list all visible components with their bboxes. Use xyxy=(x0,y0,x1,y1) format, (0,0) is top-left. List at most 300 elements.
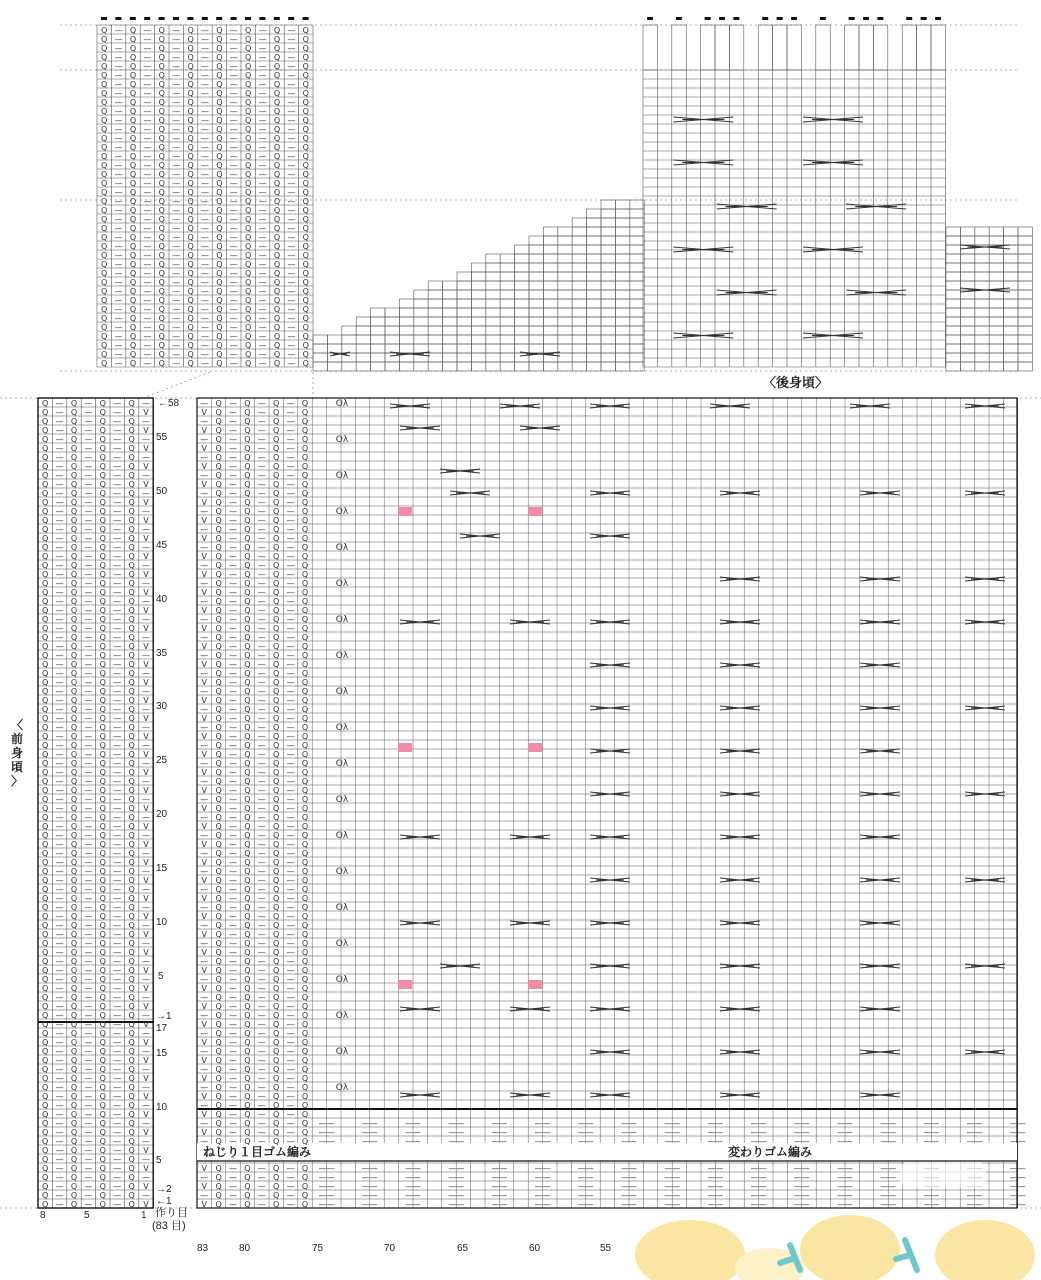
armhole-cell xyxy=(471,335,485,344)
main-rib-stitch: — xyxy=(286,822,295,831)
left-axis-label-8: 8 xyxy=(40,1210,46,1221)
main-rib-stitch: — xyxy=(257,903,266,912)
fancy-rib-stitch: —— xyxy=(880,1128,897,1137)
main-rib-stitch: Q xyxy=(301,957,309,966)
main-rib-stitch: — xyxy=(257,606,266,615)
left-rib-stitch: — xyxy=(55,804,64,813)
shoulder-cell xyxy=(975,281,989,290)
main-rib-stitch: Q xyxy=(273,507,280,516)
left-rib-stitch: Q xyxy=(99,1137,106,1146)
left-rib-stitch: Q xyxy=(42,543,49,552)
left-rib-stitch: Q xyxy=(42,1083,49,1092)
left-rib-stitch: — xyxy=(55,1155,64,1164)
armhole-cell xyxy=(356,317,370,326)
shoulder-cell xyxy=(1018,236,1032,245)
armhole-cell xyxy=(385,362,399,371)
main-rib-stitch: — xyxy=(229,948,237,957)
body-cable xyxy=(860,749,900,753)
left-rib-stitch: Q xyxy=(42,552,49,561)
body-cable xyxy=(590,620,630,624)
main-rib-stitch: — xyxy=(257,1101,266,1110)
left-rib-stitch: — xyxy=(113,1011,122,1020)
fancy-rib-stitch: —— xyxy=(621,1119,637,1128)
back-rib-stitch: Q xyxy=(158,296,165,305)
left-rib-stitch: V xyxy=(143,1002,149,1011)
left-rib-stitch: — xyxy=(84,921,93,930)
left-rib-stitch: Q xyxy=(99,813,106,822)
left-rib-stitch: — xyxy=(55,1065,64,1074)
left-rib-stitch: V xyxy=(143,570,149,579)
fancy-rib-stitch: —— xyxy=(750,1164,767,1173)
fancy-rib-stitch: —— xyxy=(793,1164,810,1173)
main-rib-stitch: Q xyxy=(273,903,280,912)
back-rib-stitch: Q xyxy=(273,269,281,278)
front-body-char-3: 頃 xyxy=(10,760,23,774)
left-rib-stitch: — xyxy=(55,957,64,966)
armhole-cell xyxy=(486,290,500,299)
main-rib-stitch: — xyxy=(229,507,237,516)
main-rib-stitch: — xyxy=(257,462,266,471)
armhole-cell xyxy=(313,335,327,344)
main-rib-stitch: V xyxy=(201,480,207,489)
left-rib-stitch: — xyxy=(113,624,122,633)
back-rib-stitch: Q xyxy=(129,170,137,179)
main-rib-stitch: — xyxy=(286,498,295,507)
left-rib-stitch: Q xyxy=(70,570,78,579)
main-rib-stitch: Q xyxy=(301,948,309,957)
left-rib-stitch: — xyxy=(55,1119,64,1128)
back-rib-stitch: Q xyxy=(129,107,137,116)
back-rib-stitch: Q xyxy=(245,314,252,323)
back-rib-stitch: Q xyxy=(273,242,281,251)
fancy-rib-label: 変わりゴム編み xyxy=(728,1145,813,1159)
left-rib-stitch: Q xyxy=(42,885,49,894)
main-rib-stitch: Q xyxy=(215,1074,222,1083)
main-rib-stitch: — xyxy=(286,1119,295,1128)
main-rib-stitch: Q xyxy=(273,966,280,975)
back-rib-stitch: Q xyxy=(158,26,165,35)
main-rib-stitch: — xyxy=(257,570,266,579)
back-cable xyxy=(803,160,863,165)
main-rib-stitch: — xyxy=(200,705,209,714)
left-rib-stitch: — xyxy=(142,561,150,570)
left-rib-stitch: — xyxy=(55,714,64,723)
left-rib-stitch: Q xyxy=(70,615,78,624)
left-rib-stitch: V xyxy=(143,894,149,903)
left-rib-stitch: — xyxy=(55,786,64,795)
main-rib-stitch: — xyxy=(257,984,266,993)
main-rib-stitch: — xyxy=(229,642,237,651)
main-rib-stitch: — xyxy=(200,471,209,480)
main-rib-stitch: Q xyxy=(273,1029,280,1038)
main-rib-stitch: — xyxy=(286,1101,295,1110)
main-rib-stitch: — xyxy=(257,1128,266,1137)
left-rib-stitch: — xyxy=(113,444,122,453)
main-rib-stitch: Q xyxy=(215,786,222,795)
back-rib-stitch: Q xyxy=(245,278,252,287)
shoulder-cell xyxy=(946,362,960,371)
body-cable xyxy=(720,921,760,925)
back-rib-stitch: Q xyxy=(245,125,252,134)
back-rib-stitch: Q xyxy=(158,251,165,260)
armhole-cell xyxy=(572,281,586,290)
left-rib-stitch: — xyxy=(55,975,64,984)
back-rib-stitch: Q xyxy=(302,251,309,260)
left-rib-stitch: — xyxy=(113,687,122,696)
armhole-cell xyxy=(558,254,572,263)
left-rib-stitch: — xyxy=(113,561,122,570)
armhole-cell xyxy=(486,353,500,362)
main-rib-stitch: — xyxy=(229,426,237,435)
main-rib-stitch: Q xyxy=(244,561,251,570)
back-rib-stitch: — xyxy=(114,116,123,125)
back-rib-stitch: Q xyxy=(158,188,165,197)
left-rib-stitch: Q xyxy=(128,696,135,705)
main-rib-stitch: Q xyxy=(301,1038,309,1047)
main-rib-stitch: Q xyxy=(244,1173,251,1182)
back-rib-stitch: Q xyxy=(216,80,223,89)
main-rib-stitch: — xyxy=(257,615,266,624)
fancy-rib-stitch: —— xyxy=(880,1164,897,1173)
main-rib-stitch: — xyxy=(257,1137,266,1146)
main-rib-stitch: — xyxy=(286,678,295,687)
left-rib-stitch: Q xyxy=(42,516,49,525)
left-rib-stitch: — xyxy=(84,876,93,885)
back-rib-stitch: Q xyxy=(302,107,309,116)
main-rib-stitch: Q xyxy=(273,444,280,453)
main-rib-stitch: Q xyxy=(244,885,251,894)
left-rib-stitch: Q xyxy=(70,750,78,759)
back-rib-stitch: — xyxy=(201,314,209,323)
main-rib-stitch: — xyxy=(229,633,237,642)
left-rib-stitch: — xyxy=(84,678,93,687)
back-rib-stitch: — xyxy=(143,206,152,215)
fancy-rib-stitch: —— xyxy=(318,1200,335,1209)
armhole-cell xyxy=(543,236,557,245)
left-rib-stitch: — xyxy=(113,1164,122,1173)
main-rib-stitch: — xyxy=(200,561,209,570)
left-rib-stitch: Q xyxy=(99,777,106,786)
left-rib-stitch: Q xyxy=(42,921,49,930)
left-rib-stitch: Q xyxy=(70,732,78,741)
armhole-cell xyxy=(457,281,471,290)
left-rib-stitch: — xyxy=(142,1173,150,1182)
armhole-cell xyxy=(587,299,601,308)
back-rib-stitch: — xyxy=(172,152,181,161)
armhole-cell xyxy=(457,344,471,353)
armhole-cell xyxy=(587,281,601,290)
back-rib-stitch: — xyxy=(287,89,296,98)
main-rib-stitch: Q xyxy=(301,597,309,606)
left-rib-stitch: — xyxy=(113,786,122,795)
back-rib-stitch: Q xyxy=(129,215,137,224)
back-rib-stitch: — xyxy=(229,224,238,233)
main-rib-stitch: Q xyxy=(301,939,309,948)
shoulder-cell xyxy=(960,326,974,335)
armhole-cell xyxy=(515,335,529,344)
armhole-cell xyxy=(414,299,428,308)
left-rib-stitch: Q xyxy=(42,966,49,975)
left-rib-stitch: — xyxy=(84,1128,93,1137)
left-rib-stitch: Q xyxy=(128,534,135,543)
left-rib-stitch: Q xyxy=(70,426,78,435)
left-rib-stitch: Q xyxy=(128,597,135,606)
fancy-rib-stitch: —— xyxy=(534,1137,551,1146)
back-rib-stitch: Q xyxy=(129,143,137,152)
fancy-rib-stitch: —— xyxy=(664,1137,681,1146)
body-cable xyxy=(590,491,630,495)
armhole-cell xyxy=(486,272,500,281)
fancy-rib-stitch: —— xyxy=(880,1137,897,1146)
left-rib-stitch: — xyxy=(142,489,150,498)
back-rib-stitch: — xyxy=(114,152,123,161)
main-rib-stitch: — xyxy=(286,939,295,948)
back-rib-stitch: — xyxy=(287,323,296,332)
back-rib-stitch: — xyxy=(143,98,152,107)
back-rib-stitch: — xyxy=(143,224,152,233)
back-rib-stitch: — xyxy=(143,350,152,359)
shoulder-cell xyxy=(989,353,1003,362)
main-rib-stitch: Q xyxy=(273,858,280,867)
main-rib-stitch: — xyxy=(286,408,295,417)
main-rib-stitch: Q xyxy=(273,1110,280,1119)
main-rib-stitch: — xyxy=(257,1002,266,1011)
back-rib-stitch: Q xyxy=(273,53,281,62)
bind-off-mark xyxy=(921,17,927,20)
neck-strand-cell xyxy=(859,25,873,70)
main-rib-stitch: — xyxy=(229,498,237,507)
left-rib-stitch: Q xyxy=(42,786,49,795)
fancy-rib-stitch: —— xyxy=(361,1128,378,1137)
main-rib-stitch: — xyxy=(286,759,295,768)
main-rib-stitch: — xyxy=(286,984,295,993)
armhole-cell xyxy=(572,344,586,353)
left-rib-stitch: Q xyxy=(42,975,49,984)
left-rib-stitch: Q xyxy=(42,1191,49,1200)
back-rib-stitch: — xyxy=(172,71,181,80)
main-rib-stitch: Q xyxy=(215,912,222,921)
main-rib-stitch: Q xyxy=(215,435,222,444)
main-rib-stitch: — xyxy=(286,777,295,786)
main-rib-stitch: Q xyxy=(215,471,222,480)
main-rib-stitch: Q xyxy=(244,795,251,804)
main-rib-stitch: Q xyxy=(301,831,309,840)
armhole-cell xyxy=(428,362,442,371)
left-rib-stitch: Q xyxy=(70,1038,78,1047)
back-rib-stitch: — xyxy=(287,152,296,161)
back-rib-stitch: — xyxy=(143,278,152,287)
back-rib-stitch: Q xyxy=(302,341,309,350)
back-rib-stitch: — xyxy=(287,197,296,206)
main-rib-stitch: Q xyxy=(244,993,251,1002)
main-rib-stitch: Q xyxy=(273,768,280,777)
armhole-cell xyxy=(327,344,341,353)
left-rib-stitch: — xyxy=(113,453,122,462)
rib-arrow-2: →2 xyxy=(156,1184,172,1195)
back-rib-stitch: Q xyxy=(216,170,223,179)
main-rib-stitch: — xyxy=(286,462,295,471)
armhole-cell xyxy=(543,344,557,353)
main-rib-stitch: Q xyxy=(301,705,309,714)
row-num-25: 25 xyxy=(156,755,168,766)
main-rib-stitch: — xyxy=(257,471,266,480)
main-rib-stitch: Q xyxy=(215,642,222,651)
back-rib-stitch: — xyxy=(258,89,267,98)
main-rib-stitch: Q xyxy=(244,687,251,696)
left-rib-stitch: V xyxy=(143,1074,149,1083)
left-rib-stitch: — xyxy=(55,1083,64,1092)
main-rib-stitch: — xyxy=(229,1137,237,1146)
body-cable xyxy=(590,964,630,968)
left-rib-stitch: Q xyxy=(99,1101,106,1110)
left-rib-stitch: Q xyxy=(128,786,135,795)
main-rib-stitch: V xyxy=(201,822,207,831)
main-rib-stitch: — xyxy=(229,435,237,444)
main-rib-stitch: Q xyxy=(215,1200,222,1209)
back-rib-stitch: — xyxy=(201,62,209,71)
left-rib-stitch: — xyxy=(113,471,122,480)
back-rib-stitch: Q xyxy=(273,305,281,314)
left-rib-stitch: — xyxy=(84,570,93,579)
left-rib-stitch: Q xyxy=(128,453,135,462)
left-rib-stitch: Q xyxy=(70,849,78,858)
main-rib-stitch: Q xyxy=(244,1047,251,1056)
left-rib-stitch: — xyxy=(55,1038,64,1047)
back-rib-stitch: Q xyxy=(158,359,165,368)
highlight-cell xyxy=(398,507,412,516)
main-rib-stitch: — xyxy=(229,552,237,561)
main-rib-stitch: Q xyxy=(244,498,251,507)
back-rib-stitch: Q xyxy=(158,242,165,251)
shoulder-cell xyxy=(1018,263,1032,272)
shoulder-cell xyxy=(946,299,960,308)
back-rib-stitch: Q xyxy=(302,143,309,152)
shoulder-cell xyxy=(946,236,960,245)
back-rib-stitch: — xyxy=(229,197,238,206)
left-rib-stitch: — xyxy=(55,1047,64,1056)
back-rib-stitch: Q xyxy=(302,197,309,206)
left-rib-stitch: — xyxy=(55,696,64,705)
back-rib-stitch: — xyxy=(201,107,209,116)
back-rib-stitch: Q xyxy=(187,35,194,44)
back-rib-stitch: — xyxy=(229,242,238,251)
main-rib-stitch: — xyxy=(200,615,209,624)
back-rib-stitch: Q xyxy=(129,116,137,125)
main-rib-stitch: Q xyxy=(301,525,309,534)
left-rib-stitch: — xyxy=(55,588,64,597)
left-rib-stitch: Q xyxy=(128,1200,135,1209)
body-cable xyxy=(720,577,760,581)
back-rib-stitch: Q xyxy=(187,44,194,53)
left-rib-stitch: Q xyxy=(99,1110,106,1119)
shoulder-cell xyxy=(946,353,960,362)
main-rib-stitch: — xyxy=(286,750,295,759)
main-rib-stitch: — xyxy=(257,678,266,687)
body-cable xyxy=(510,1007,550,1011)
back-rib-stitch: Q xyxy=(158,152,165,161)
main-rib-stitch: — xyxy=(200,957,209,966)
left-rib-stitch: Q xyxy=(99,804,106,813)
left-rib-stitch: — xyxy=(142,669,150,678)
left-rib-stitch: — xyxy=(142,633,150,642)
back-rib-stitch: Q xyxy=(302,206,309,215)
main-rib-stitch: Q xyxy=(215,723,222,732)
back-rib-stitch: Q xyxy=(302,314,309,323)
main-rib-stitch: Q xyxy=(301,1011,309,1020)
left-rib-stitch: — xyxy=(113,975,122,984)
back-rib-stitch: Q xyxy=(273,35,281,44)
body-cable xyxy=(390,404,430,408)
left-rib-stitch: — xyxy=(84,1119,93,1128)
main-rib-stitch: Q xyxy=(244,399,251,408)
main-rib-stitch: Q xyxy=(215,1038,222,1047)
left-rib-stitch: Q xyxy=(42,1182,49,1191)
back-rib-stitch: Q xyxy=(101,44,108,53)
left-rib-stitch: — xyxy=(55,1029,64,1038)
left-rib-stitch: Q xyxy=(99,408,106,417)
left-rib-stitch: — xyxy=(113,777,122,786)
left-rib-stitch: Q xyxy=(70,1128,78,1137)
main-rib-stitch: — xyxy=(229,543,237,552)
shoulder-cell xyxy=(1018,353,1032,362)
main-rib-stitch: Q xyxy=(273,606,280,615)
shoulder-cell xyxy=(1018,281,1032,290)
main-rib-stitch: — xyxy=(286,903,295,912)
back-rib-stitch: — xyxy=(258,206,267,215)
main-rib-stitch: V xyxy=(201,894,207,903)
left-rib-stitch: — xyxy=(84,435,93,444)
main-rib-stitch: — xyxy=(200,1119,209,1128)
left-rib-stitch: Q xyxy=(70,948,78,957)
back-rib-stitch: Q xyxy=(216,53,223,62)
left-rib-stitch: Q xyxy=(70,417,78,426)
armhole-steps xyxy=(313,200,1032,371)
main-rib-stitch: — xyxy=(229,624,237,633)
fancy-rib-stitch: —— xyxy=(837,1200,853,1209)
left-rib-stitch: — xyxy=(55,597,64,606)
left-rib-stitch: Q xyxy=(99,1038,106,1047)
main-rib-stitch: — xyxy=(286,471,295,480)
rib-row-10: 10 xyxy=(156,1102,168,1113)
left-rib-stitch: — xyxy=(55,885,64,894)
bind-off-mark xyxy=(101,17,107,20)
left-rib-stitch: Q xyxy=(128,678,135,687)
fancy-rib-stitch: —— xyxy=(361,1119,378,1128)
shoulder-cell xyxy=(946,272,960,281)
back-rib-stitch: Q xyxy=(273,62,281,71)
yo-decrease: Oλ xyxy=(335,867,349,877)
back-rib-stitch: — xyxy=(172,305,181,314)
fancy-rib-stitch: —— xyxy=(534,1191,551,1200)
body-cable xyxy=(510,1093,550,1097)
main-rib-stitch: Q xyxy=(215,399,222,408)
main-rib-stitch: — xyxy=(229,471,237,480)
armhole-cell xyxy=(601,281,615,290)
armhole-cell xyxy=(558,290,572,299)
armhole-cell xyxy=(630,263,644,272)
back-rib-stitch: — xyxy=(143,179,152,188)
left-rib-stitch: Q xyxy=(128,507,135,516)
main-rib-stitch: — xyxy=(286,651,295,660)
back-rib-stitch: — xyxy=(114,314,123,323)
neck-strand-cell xyxy=(715,25,729,70)
shoulder-cell xyxy=(946,290,960,299)
back-rib-stitch: Q xyxy=(187,26,194,35)
body-cable xyxy=(590,749,630,753)
axis-label-75: 75 xyxy=(312,1243,324,1254)
left-rib-stitch: — xyxy=(55,570,64,579)
back-rib-stitch: Q xyxy=(216,44,223,53)
